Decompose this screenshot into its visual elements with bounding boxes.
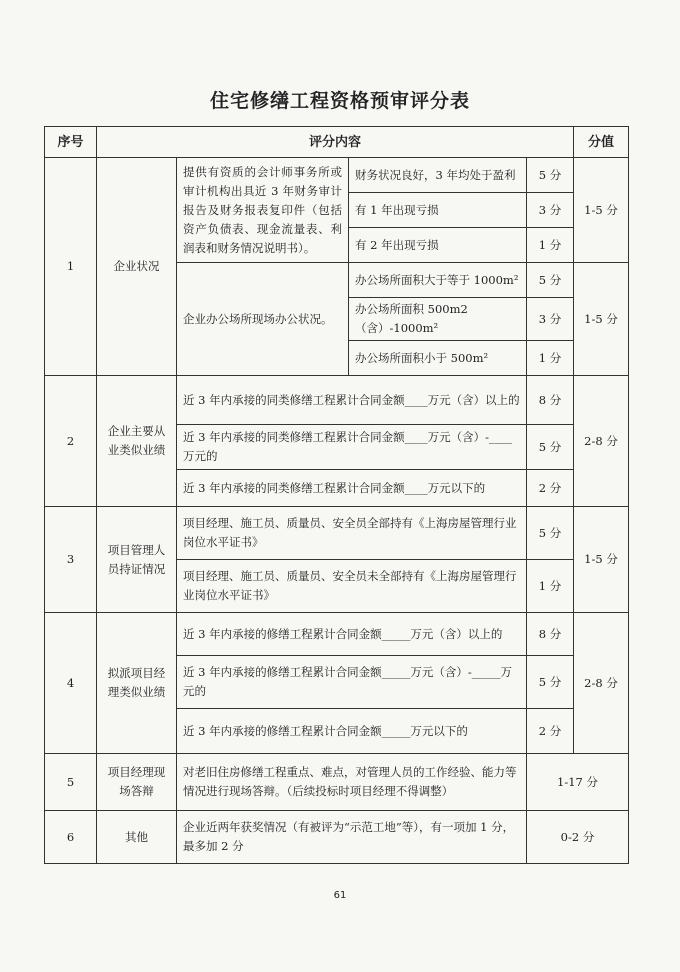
s4-criterion-2: 近 3 年内承接的修缮工程累计合同金额_____万元（含）-_____万元的 [177, 656, 527, 709]
category-4: 拟派项目经理类似业绩 [97, 613, 177, 754]
seq-6: 6 [45, 811, 97, 864]
s3-score-1: 5 分 [527, 507, 574, 560]
sub1-criterion-1: 财务状况良好，3 年均处于盈利 [349, 158, 527, 193]
document-title: 住宅修缮工程资格预审评分表 [209, 90, 470, 112]
s2-score-2: 5 分 [527, 425, 574, 470]
sub1-score-2: 3 分 [527, 193, 574, 228]
s2-criterion-2: 近 3 年内承接的同类修缮工程累计合同金额____万元（含）-____万元的 [177, 425, 527, 470]
table-row [45, 811, 629, 864]
sub2-score-3: 1 分 [527, 341, 574, 376]
seq-5: 5 [45, 754, 97, 811]
s5-criterion: 对老旧住房修缮工程重点、难点，对管理人员的工作经验、能力等情况进行现场答辩。（后续投标时项目经理不得调整） [177, 754, 527, 811]
header-row [45, 127, 629, 158]
s4-score-2: 5 分 [527, 656, 574, 709]
s6-criterion: 企业近两年获奖情况（有被评为“示范工地”等），有一项加 1 分，最多加 2 分 [177, 811, 527, 864]
seq-3: 3 [45, 507, 97, 613]
s3-criterion-1: 项目经理、施工员、质量员、安全员全部持有《上海房屋管理行业岗位水平证书》 [177, 507, 527, 560]
sub1-score-3: 1 分 [527, 228, 574, 263]
sub1-score-1: 5 分 [527, 158, 574, 193]
s3-criterion-2: 项目经理、施工员、质量员、安全员未全部持有《上海房屋管理行业岗位水平证书》 [177, 560, 527, 613]
seq-2: 2 [45, 376, 97, 507]
s4-criterion-3: 近 3 年内承接的修缮工程累计合同金额_____万元以下的 [177, 709, 527, 754]
s2-range: 2-8 分 [574, 376, 629, 507]
table-row [45, 158, 629, 193]
sub1-criterion-3: 有 2 年出现亏损 [349, 228, 527, 263]
header-content: 评分内容 [97, 127, 574, 158]
seq-1: 1 [45, 158, 97, 376]
table-row [45, 376, 629, 425]
s5-range: 1-17 分 [527, 754, 629, 811]
table-row [45, 613, 629, 656]
sub2-criterion-3: 办公场所面积小于 500m² [349, 341, 527, 376]
sub2-criterion-1: 办公场所面积大于等于 1000m² [349, 263, 527, 298]
s3-range: 1-5 分 [574, 507, 629, 613]
category-2: 企业主要从业类似业绩 [97, 376, 177, 507]
category-5: 项目经理现场答辩 [97, 754, 177, 811]
s4-criterion-1: 近 3 年内承接的修缮工程累计合同金额_____万元（含）以上的 [177, 613, 527, 656]
category-1: 企业状况 [97, 158, 177, 376]
s6-range: 0-2 分 [527, 811, 629, 864]
table-row [45, 507, 629, 560]
category-3: 项目管理人员持证情况 [97, 507, 177, 613]
seq-4: 4 [45, 613, 97, 754]
header-score: 分值 [574, 127, 629, 158]
s4-range: 2-8 分 [574, 613, 629, 754]
sub2-range: 1-5 分 [574, 263, 629, 376]
sub1-range: 1-5 分 [574, 158, 629, 263]
s3-score-2: 1 分 [527, 560, 574, 613]
sub2-criterion-2: 办公场所面积 500m2（含）-1000m² [349, 298, 527, 341]
page-number: 61 [333, 890, 347, 901]
header-seq: 序号 [45, 127, 97, 158]
scoring-table [44, 126, 629, 864]
sub2-desc: 企业办公场所现场办公状况。 [177, 263, 349, 376]
category-6: 其他 [97, 811, 177, 864]
sub2-score-2: 3 分 [527, 298, 574, 341]
sub1-desc: 提供有资质的会计师事务所或审计机构出具近 3 年财务审计报告及财务报表复印件（包括资产负债表、现金流量表、利润表和财务情况说明书）。 [177, 158, 349, 263]
sub1-criterion-2: 有 1 年出现亏损 [349, 193, 527, 228]
table-row [45, 754, 629, 811]
s2-criterion-3: 近 3 年内承接的同类修缮工程累计合同金额____万元以下的 [177, 470, 527, 507]
s2-criterion-1: 近 3 年内承接的同类修缮工程累计合同金额____万元（含）以上的 [177, 376, 527, 425]
s2-score-1: 8 分 [527, 376, 574, 425]
sub2-score-1: 5 分 [527, 263, 574, 298]
s2-score-3: 2 分 [527, 470, 574, 507]
s4-score-1: 8 分 [527, 613, 574, 656]
s4-score-3: 2 分 [527, 709, 574, 754]
